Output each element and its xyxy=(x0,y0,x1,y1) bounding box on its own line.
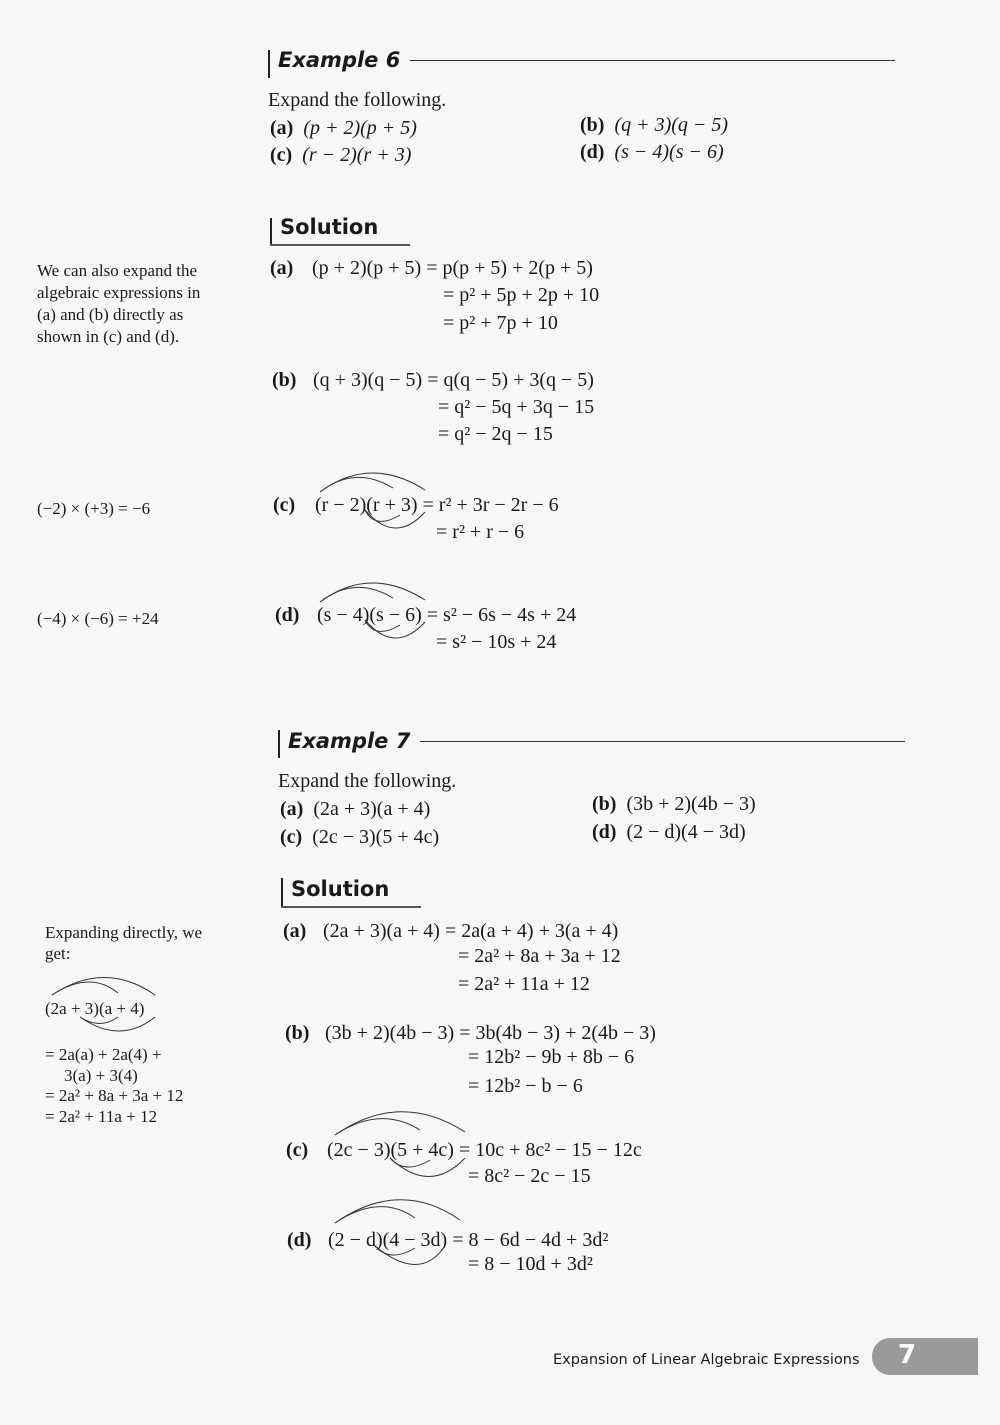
side-note-line: (2a + 3)(a + 4) xyxy=(45,999,145,1018)
example-7-item-b xyxy=(592,794,756,814)
item-expr: (2 − d)(4 − 3d) xyxy=(626,821,746,843)
side-note-line: = 2a(a) + 2a(4) + xyxy=(45,1045,162,1064)
working-line: = 12b² − b − 6 xyxy=(468,1075,583,1097)
working-line: = q² − 5q + 3q − 15 xyxy=(438,396,595,418)
part-label: (a) xyxy=(270,257,294,279)
side-note-d: (−4) × (−6) = +24 xyxy=(37,609,159,628)
example-7-item-c xyxy=(280,827,439,847)
item-label: (b) xyxy=(580,114,605,136)
item-expr: (s − 4)(s − 6) xyxy=(614,141,724,163)
part-label: (b) xyxy=(272,369,297,391)
working-line: = 8c² − 2c − 15 xyxy=(468,1165,591,1187)
heading-underline xyxy=(281,906,421,908)
working-line: = 8 − 10d + 3d² xyxy=(468,1253,593,1275)
working-line: (2 − d)(4 − 3d) = 8 − 6d − 4d + 3d² xyxy=(328,1229,609,1251)
example-6-item-c xyxy=(270,145,411,165)
item-expr: (q + 3)(q − 5) xyxy=(614,114,729,136)
item-label: (b) xyxy=(592,793,617,815)
example-6-item-a xyxy=(270,118,417,138)
item-label: (c) xyxy=(270,144,293,166)
heading-rule xyxy=(420,741,905,742)
working-line: (2a + 3)(a + 4) = 2a(a + 4) + 3(a + 4) xyxy=(323,920,619,942)
side-note-line: get: xyxy=(45,944,71,963)
item-expr: (p + 2)(p + 5) xyxy=(303,117,417,139)
part-label: (d) xyxy=(275,604,300,626)
example-6-item-b xyxy=(580,115,728,135)
side-note-line: Expanding directly, we xyxy=(45,923,203,942)
side-note-c: (−2) × (+3) = −6 xyxy=(37,499,151,518)
part-label: (d) xyxy=(287,1229,312,1251)
side-note-line: algebraic expressions in xyxy=(37,283,201,302)
example-7-item-d xyxy=(592,822,746,842)
part-label: (a) xyxy=(283,920,307,942)
example-6-item-d xyxy=(580,142,724,162)
working-line: (p + 2)(p + 5) = p(p + 5) + 2(p + 5) xyxy=(312,257,593,279)
solution-7-heading: Solution xyxy=(291,877,390,901)
working-line: (2c − 3)(5 + 4c) = 10c + 8c² − 15 − 12c xyxy=(327,1139,642,1161)
heading-rule xyxy=(410,60,895,61)
working-line: (3b + 2)(4b − 3) = 3b(4b − 3) + 2(4b − 3) xyxy=(325,1022,656,1044)
working-line: = p² + 5p + 2p + 10 xyxy=(443,284,600,306)
side-note-line: 3(a) + 3(4) xyxy=(64,1066,138,1085)
working-line: (q + 3)(q − 5) = q(q − 5) + 3(q − 5) xyxy=(313,369,594,391)
heading-bar xyxy=(270,218,272,246)
working-line: (s − 4)(s − 6) = s² − 6s − 4s + 24 xyxy=(317,604,577,626)
item-expr: (2c − 3)(5 + 4c) xyxy=(312,826,440,848)
page-number: 7 xyxy=(898,1340,917,1370)
heading-bar xyxy=(268,50,270,78)
item-expr: (r − 2)(r + 3) xyxy=(302,144,412,166)
example-6-heading: Example 6 xyxy=(278,48,401,72)
chapter-title: Expansion of Linear Algebraic Expressions xyxy=(553,1352,860,1368)
example-6-prompt: Expand the following. xyxy=(268,89,447,111)
item-expr: (3b + 2)(4b − 3) xyxy=(626,793,756,815)
side-note-line: (a) and (b) directly as xyxy=(37,305,184,324)
working-line: = q² − 2q − 15 xyxy=(438,423,553,445)
working-line: (r − 2)(r + 3) = r² + 3r − 2r − 6 xyxy=(315,494,559,516)
example-7-item-a xyxy=(280,799,430,819)
working-line: = p² + 7p + 10 xyxy=(443,312,558,334)
side-note-line: = 2a² + 8a + 3a + 12 xyxy=(45,1086,184,1105)
working-line: = s² − 10s + 24 xyxy=(436,631,557,653)
side-note-line: = 2a² + 11a + 12 xyxy=(45,1107,158,1126)
page-number-tab xyxy=(872,1338,978,1375)
example-7-prompt: Expand the following. xyxy=(278,770,457,792)
part-label: (c) xyxy=(286,1139,309,1161)
working-line: = 2a² + 8a + 3a + 12 xyxy=(458,945,621,967)
example-7-heading: Example 7 xyxy=(288,729,411,753)
item-label: (d) xyxy=(580,141,605,163)
part-label: (c) xyxy=(273,494,296,516)
working-line: = 12b² − 9b + 8b − 6 xyxy=(468,1046,635,1068)
heading-bar xyxy=(278,730,280,758)
working-line: = r² + r − 6 xyxy=(436,521,525,543)
item-label: (a) xyxy=(280,798,304,820)
item-label: (c) xyxy=(280,826,303,848)
heading-underline xyxy=(270,244,410,246)
part-label: (b) xyxy=(285,1022,310,1044)
item-label: (d) xyxy=(592,821,617,843)
heading-bar xyxy=(281,878,283,906)
working-line: = 2a² + 11a + 12 xyxy=(458,973,590,995)
item-label: (a) xyxy=(270,117,294,139)
side-note-line: shown in (c) and (d). xyxy=(37,327,180,346)
item-expr: (2a + 3)(a + 4) xyxy=(313,798,431,820)
side-note-line: We can also expand the xyxy=(37,261,198,280)
solution-6-heading: Solution xyxy=(280,215,379,239)
